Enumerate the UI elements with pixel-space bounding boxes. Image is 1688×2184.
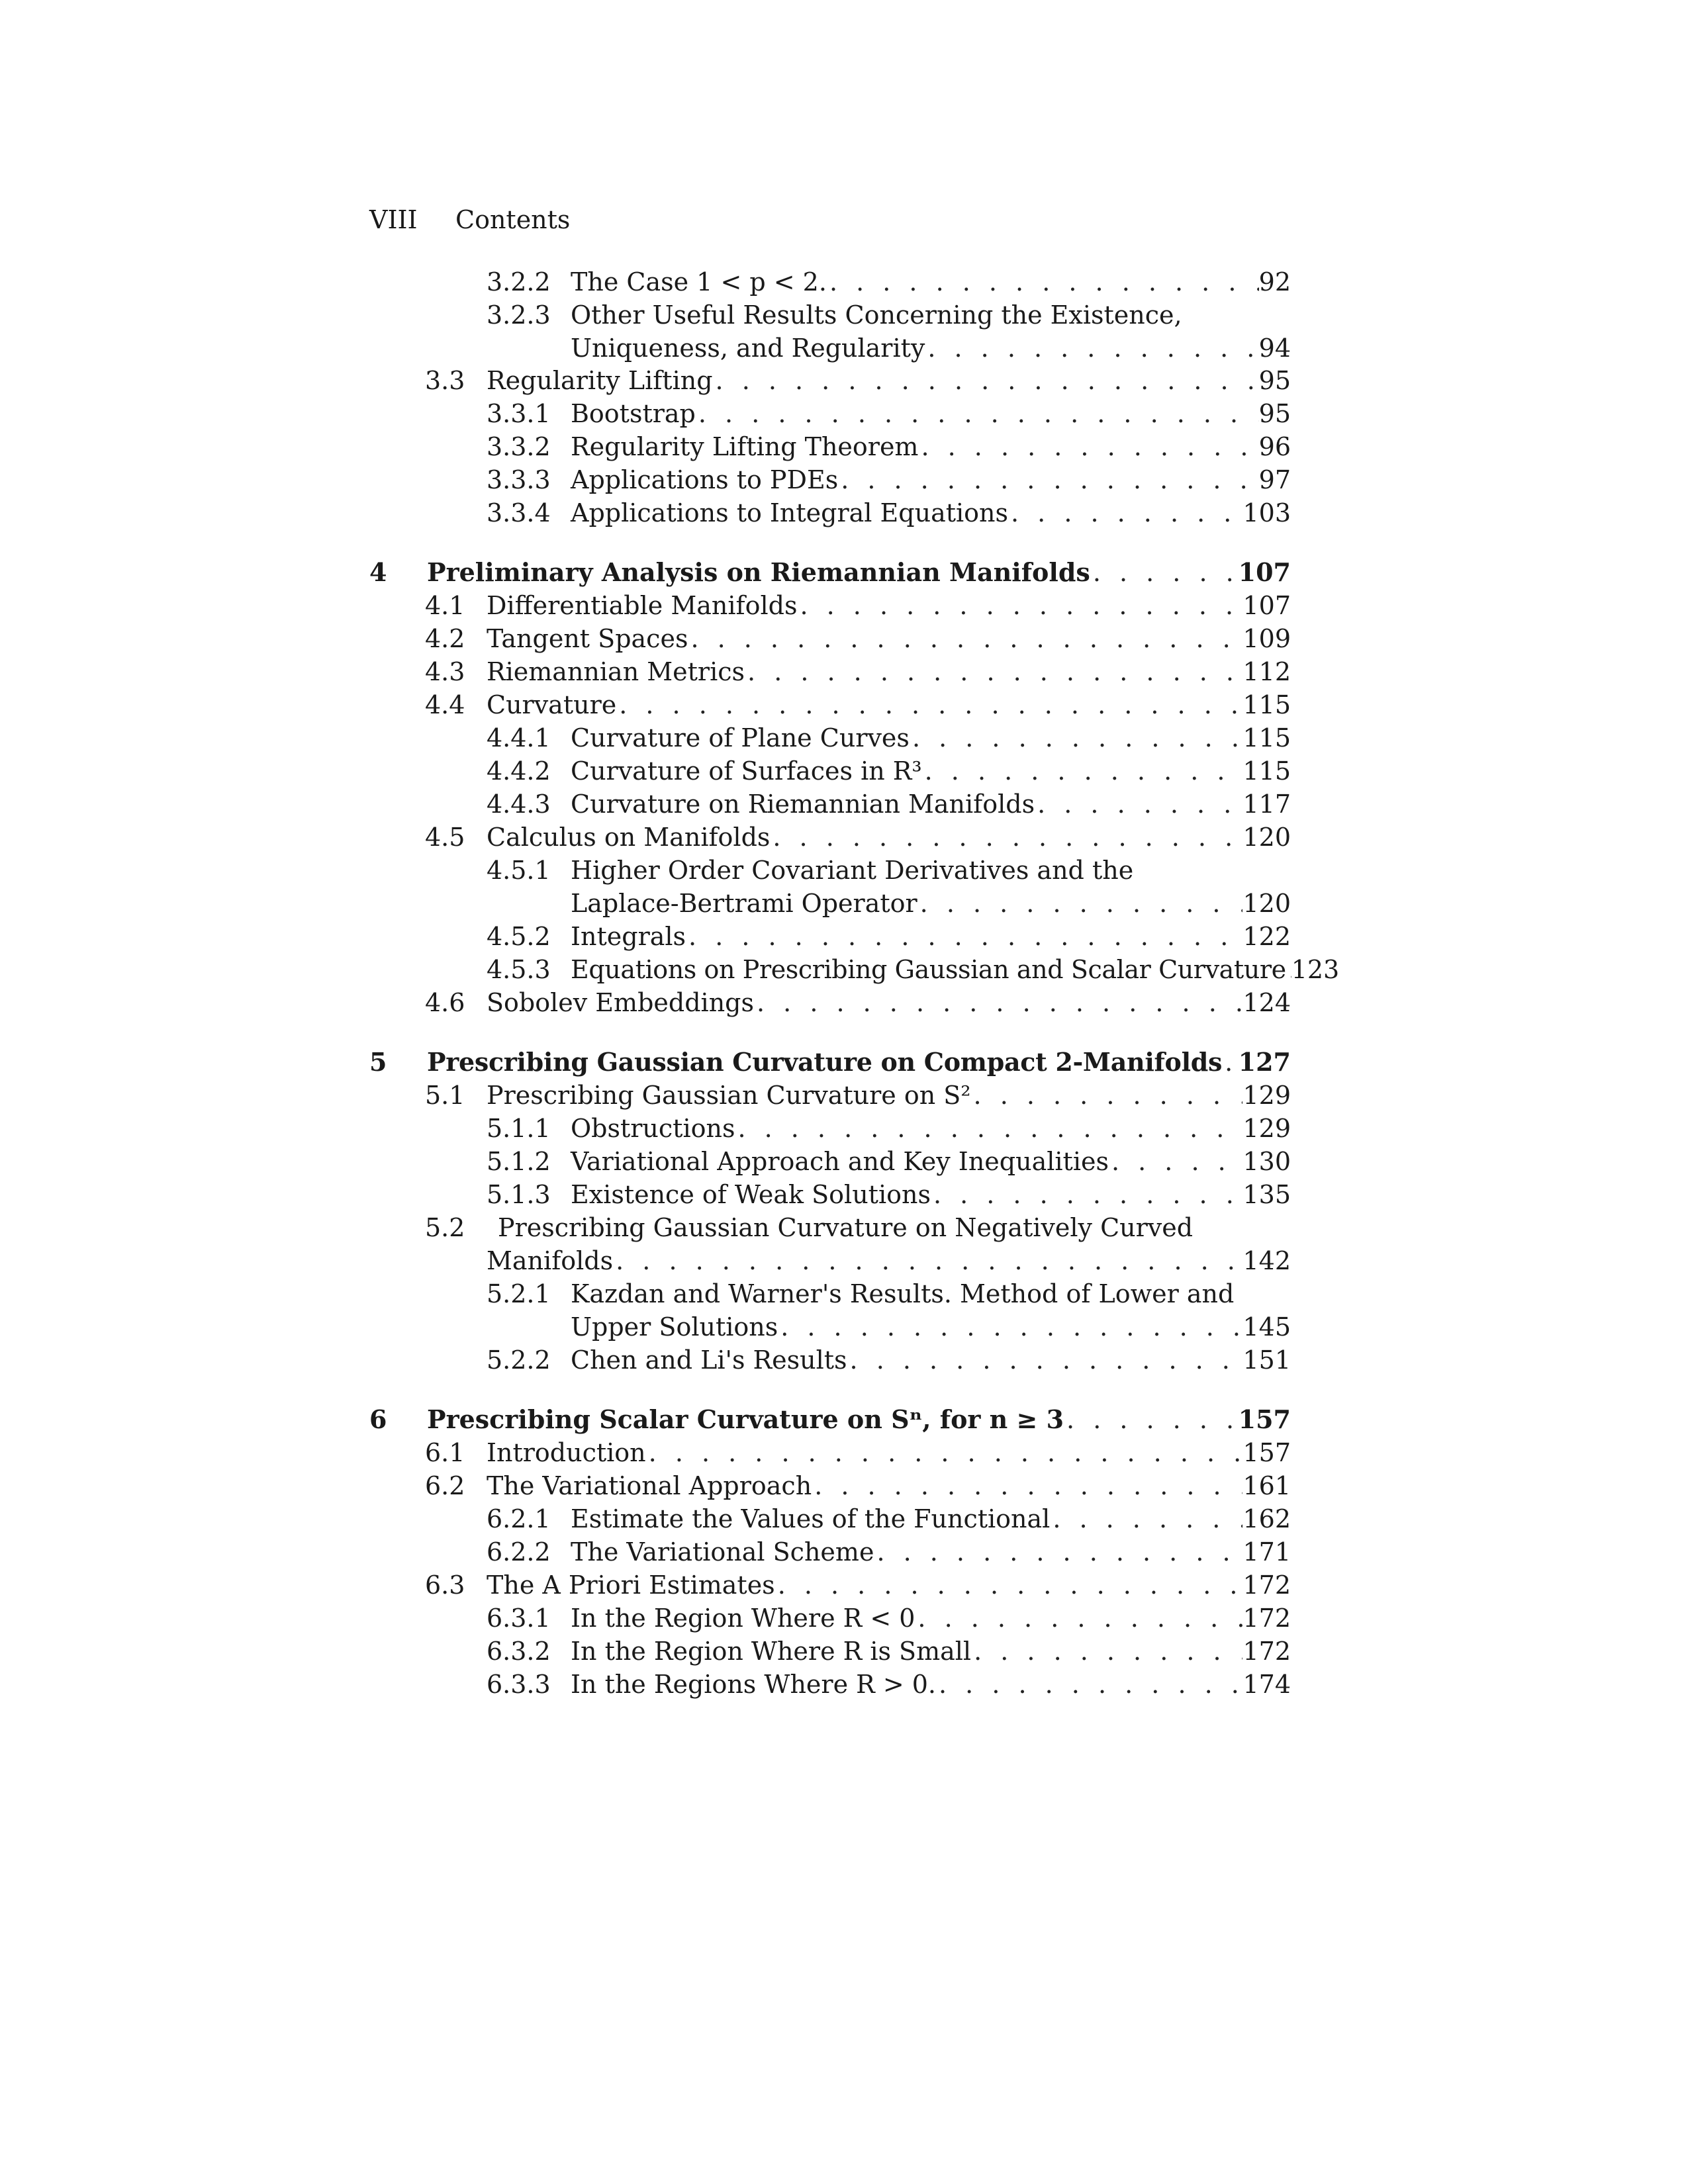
toc-number: 6.3.3 [487,1670,551,1699]
toc-page: 142 [1243,1246,1291,1275]
toc-number: 3.3.2 [487,432,551,461]
dot-leader [745,656,1243,688]
toc-title: Prescribing Gaussian Curvature on Negatively Curved [498,1213,1194,1242]
toc-title: Applications to Integral Equations [571,498,1009,527]
dot-leader [1090,557,1239,588]
toc-title: Existence of Weak Solutions [571,1180,931,1209]
toc-page: 161 [1243,1471,1291,1500]
dot-leader [1064,1404,1239,1435]
dot-leader [925,332,1258,364]
dot-leader [812,1470,1243,1502]
toc-number: 5.2 [425,1213,465,1242]
toc-page: 129 [1243,1081,1291,1110]
toc-number: 4.1 [425,591,465,620]
toc-title: Chen and Li's Results [571,1345,847,1375]
toc-title: Regularity Lifting [487,366,713,395]
toc-number: 5.1.1 [487,1114,551,1143]
toc-number: 6.3 [425,1570,465,1600]
dot-leader [775,1569,1243,1601]
toc-number: 4.6 [425,988,465,1017]
dot-leader [931,1179,1243,1210]
dot-leader [1035,788,1243,820]
toc-number: 5.1 [425,1081,465,1110]
toc-number: 5.1.3 [487,1180,551,1209]
toc-number: 3.3.1 [487,399,551,428]
dot-leader [917,887,1243,919]
toc-number: 5.1.2 [487,1147,551,1176]
toc-number: 5.2.2 [487,1345,551,1375]
toc-page: 135 [1243,1180,1291,1209]
toc-title: In the Regions Where R > 0. [571,1670,937,1699]
toc-page: 130 [1243,1147,1291,1176]
toc-number: 4.4.1 [487,723,551,752]
toc-number: 4.4.3 [487,790,551,819]
dot-leader [688,623,1243,655]
toc-title: Obstructions [571,1114,735,1143]
toc-title: Applications to PDEs [571,465,839,494]
dot-leader [696,398,1259,430]
header-running-title: Contents [455,205,571,234]
dot-leader [770,821,1243,853]
toc-number: 4.5.1 [487,856,551,885]
dot-leader [971,1635,1243,1667]
toc-page: 120 [1243,889,1291,918]
toc-title-continued: Upper Solutions [571,1312,778,1342]
toc-title: Higher Order Covariant Derivatives and the [571,856,1134,885]
toc-page: 124 [1243,988,1291,1017]
toc-chapter-number: 4 [369,557,387,587]
toc-number: 4.5 [425,823,465,852]
dot-leader [1109,1146,1243,1177]
toc-page: 122 [1243,922,1291,951]
toc-number: 6.1 [425,1438,465,1467]
toc-chapter-title: Preliminary Analysis on Riemannian Manifolds [427,557,1090,587]
toc-page: 107 [1243,591,1291,620]
dot-leader [1008,497,1243,529]
toc-page: 115 [1243,723,1291,752]
toc-page: 107 [1238,557,1291,587]
toc-page: 172 [1243,1604,1291,1633]
toc-title: Calculus on Manifolds [487,823,771,852]
toc-title: Tangent Spaces [487,624,688,653]
toc-title: Introduction [487,1438,646,1467]
toc-title: Integrals [571,922,686,951]
toc-number: 6.3.1 [487,1604,551,1633]
toc-page: 95 [1258,399,1291,428]
toc-number: 6.3.2 [487,1637,551,1666]
toc-number: 6.2.2 [487,1537,551,1567]
toc-title: In the Region Where R < 0 [571,1604,915,1633]
toc-number: 3.2.2 [487,267,551,296]
toc-page: 157 [1238,1404,1291,1434]
dot-leader [915,1602,1243,1634]
toc-number: 4.4 [425,690,465,719]
toc-title: The Case 1 < p < 2. [571,267,827,296]
toc-title: Bootstrap [571,399,696,428]
toc-title: Sobolev Embeddings [487,988,754,1017]
toc-title: Regularity Lifting Theorem [571,432,919,461]
toc-number: 4.3 [425,657,465,686]
dot-leader [847,1344,1243,1376]
dot-leader [713,365,1259,396]
toc-page: 115 [1243,690,1291,719]
toc-page: 96 [1258,432,1291,461]
toc-page: 94 [1258,334,1291,363]
toc-title-continued: Laplace-Bertrami Operator [571,889,917,918]
toc-page: 157 [1243,1438,1291,1467]
toc-number: 3.3 [425,366,465,395]
toc-title: Prescribing Gaussian Curvature on S² [487,1081,971,1110]
toc-page: 97 [1258,465,1291,494]
dot-leader [910,722,1243,754]
toc-number: 6.2.1 [487,1504,551,1533]
toc-number: 4.5.3 [487,955,551,984]
toc-page: 172 [1243,1637,1291,1666]
toc-title-continued: Manifolds [487,1246,614,1275]
toc-page: 145 [1243,1312,1291,1342]
dot-leader [616,689,1243,721]
toc-page: 127 [1238,1047,1291,1077]
toc-title-continued: Uniqueness, and Regularity [571,334,925,363]
toc-number: 3.3.3 [487,465,551,494]
toc-page: 123 [1291,955,1340,984]
toc-page: 112 [1243,657,1291,686]
dot-leader [922,755,1243,787]
dot-leader [754,987,1243,1019]
toc-number: 4.5.2 [487,922,551,951]
dot-leader [936,1668,1243,1700]
toc-title: Riemannian Metrics [487,657,745,686]
toc-title: Differentiable Manifolds [487,591,798,620]
dot-leader [838,464,1258,496]
dot-leader [874,1536,1243,1568]
toc-chapter-number: 6 [369,1404,387,1434]
toc-title: The Variational Scheme [571,1537,874,1567]
dot-leader [686,921,1243,952]
toc-page: 115 [1243,756,1291,786]
toc-number: 3.3.4 [487,498,551,527]
toc-title: Curvature on Riemannian Manifolds [571,790,1035,819]
toc-number: 4.2 [425,624,465,653]
header-page-number: VIII [369,205,418,234]
toc-page: 117 [1243,790,1291,819]
dot-leader [918,431,1258,463]
toc-page: 171 [1243,1537,1291,1567]
dot-leader [646,1437,1243,1469]
dot-leader [1286,954,1291,985]
dot-leader [778,1311,1243,1343]
toc-page: 109 [1243,624,1291,653]
toc-page: 151 [1243,1345,1291,1375]
toc-title: In the Region Where R is Small [571,1637,972,1666]
dot-leader [1222,1046,1239,1078]
toc-title: Variational Approach and Key Inequalities [571,1147,1109,1176]
toc-page: 95 [1258,366,1291,395]
toc-title: Equations on Prescribing Gaussian and Scalar Curvature [571,955,1286,984]
toc-page: 162 [1243,1504,1291,1533]
dot-leader [1050,1503,1243,1535]
toc-chapter-title: Prescribing Scalar Curvature on Sⁿ, for n ≥ 3 [427,1404,1064,1434]
dot-leader [827,266,1259,298]
dot-leader [613,1245,1243,1277]
toc-title: The A Priori Estimates [487,1570,775,1600]
toc-title: Estimate the Values of the Functional [571,1504,1051,1533]
toc-title: Curvature of Plane Curves [571,723,910,752]
toc-number: 6.2 [425,1471,465,1500]
dot-leader [797,590,1243,621]
toc-title: Kazdan and Warner's Results. Method of Lower and [571,1279,1235,1308]
toc-page: 103 [1243,498,1291,527]
toc-chapter-number: 5 [369,1047,387,1077]
toc-title: Curvature of Surfaces in R³ [571,756,922,786]
toc-number: 4.4.2 [487,756,551,786]
dot-leader [735,1113,1243,1144]
toc-chapter-title: Prescribing Gaussian Curvature on Compact 2-Manifolds [427,1047,1223,1077]
toc-page: 174 [1243,1670,1291,1699]
toc-page: 120 [1243,823,1291,852]
toc-title: Curvature [487,690,617,719]
toc-page: 172 [1243,1570,1291,1600]
dot-leader [971,1079,1243,1111]
toc-page: 129 [1243,1114,1291,1143]
toc-page: 92 [1258,267,1291,296]
toc-title: The Variational Approach [487,1471,812,1500]
toc-number: 3.2.3 [487,300,551,330]
toc-number: 5.2.1 [487,1279,551,1308]
toc-title: Other Useful Results Concerning the Existence, [571,300,1182,330]
